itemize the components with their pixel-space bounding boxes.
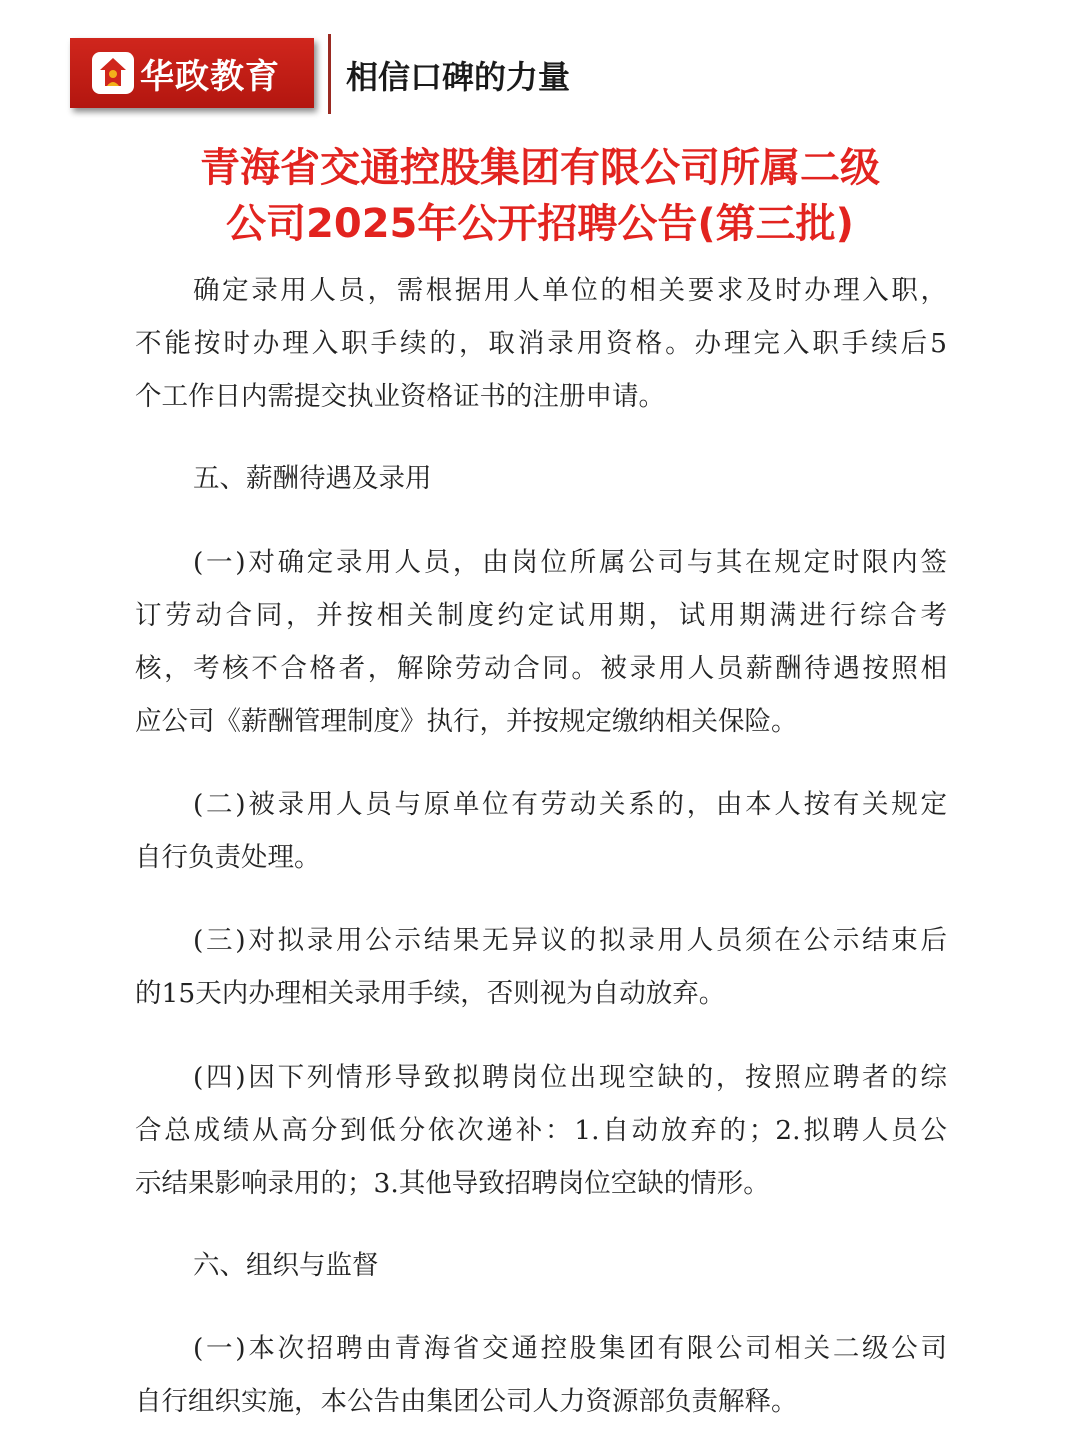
paragraph-5-2 <box>135 778 947 884</box>
text-line: 不能按时办理入职手续的，取消录用资格。办理完入职手续后5 <box>135 328 947 359</box>
text-line: 示结果影响录用的；3.其他导致招聘岗位空缺的情形。 <box>135 1168 770 1199</box>
text-line: 应公司《薪酬管理制度》执行，并按规定缴纳相关保险。 <box>135 706 798 737</box>
text-line: 自行负责处理。 <box>135 842 321 873</box>
huazheng-logo-icon <box>90 50 136 96</box>
paragraph-5-3 <box>135 914 947 1020</box>
brand-badge[interactable] <box>70 38 314 108</box>
title-line: 公司2025年公开招聘公告(第三批) <box>226 201 854 247</box>
slogan: 相信口碑的力量 <box>346 58 571 96</box>
paragraph-5-1 <box>135 536 947 748</box>
text-line: 个工作日内需提交执业资格证书的注册申请。 <box>135 381 665 412</box>
title-line: 青海省交通控股集团有限公司所属二级 <box>200 145 880 191</box>
brand-name: 华政教育 <box>140 56 280 97</box>
paragraph-5-4 <box>135 1051 947 1210</box>
section-heading-5 <box>135 452 947 505</box>
text-line: (三)对拟录用公示结果无异议的拟录用人员须在公示结束后 <box>193 925 947 956</box>
header <box>70 34 1010 114</box>
text-line: 确定录用人员，需根据用人单位的相关要求及时办理入职， <box>193 275 947 306</box>
header-divider <box>328 34 331 114</box>
text-line: (四)因下列情形导致拟聘岗位出现空缺的，按照应聘者的综 <box>193 1062 947 1093</box>
text-line: (二)被录用人员与原单位有劳动关系的，由本人按有关规定 <box>193 789 947 820</box>
section-heading-6 <box>135 1239 947 1292</box>
text-line: 合总成绩从高分到低分依次递补：1.自动放弃的；2.拟聘人员公 <box>135 1115 947 1146</box>
page-title <box>60 140 1020 252</box>
text-line: (一)对确定录用人员，由岗位所属公司与其在规定时限内签 <box>193 547 947 578</box>
text-line: 五、薪酬待遇及录用 <box>193 463 432 494</box>
paragraph-onboarding <box>135 264 947 423</box>
text-line: 订劳动合同，并按相关制度约定试用期，试用期满进行综合考 <box>135 600 947 631</box>
paragraph-6-1 <box>135 1322 947 1428</box>
text-line: 自行组织实施，本公告由集团公司人力资源部负责解释。 <box>135 1386 798 1417</box>
text-line: 核，考核不合格者，解除劳动合同。被录用人员薪酬待遇按照相 <box>135 653 947 684</box>
text-line: 的15天内办理相关录用手续，否则视为自动放弃。 <box>135 978 726 1009</box>
text-line: 六、组织与监督 <box>193 1250 379 1281</box>
text-line: (一)本次招聘由青海省交通控股集团有限公司相关二级公司 <box>193 1333 947 1364</box>
